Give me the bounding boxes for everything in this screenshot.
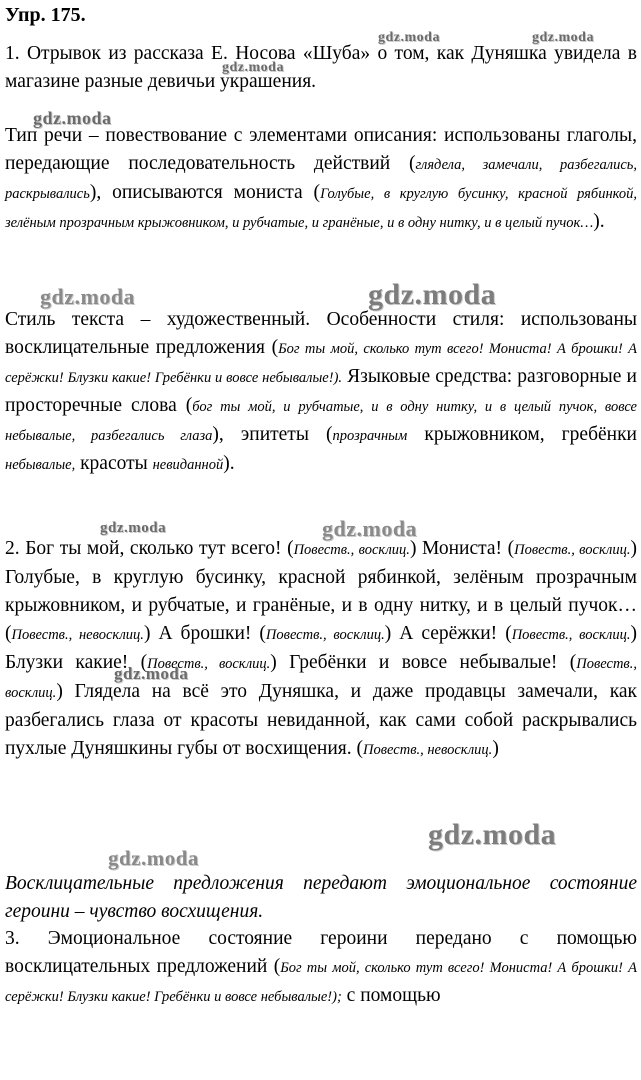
watermark-logo: gdz.moda [428,818,557,851]
watermark-logo: gdz.moda [222,60,284,75]
p4-text-m: ) Гребёнки и вовсе небывалые! ( [270,652,577,673]
p4-text-o: ) Глядела на всё это Дуняшка, и даже продавцы замечали, как разбегались глаза от красоты невиданной, как сами собой раскрывались пухлые Дуняшкины губы от восхищения. ( [5,681,637,759]
watermark-logo: gdz.moda [368,278,497,311]
p4-text-k: ) Блузки какие! ( [5,623,637,673]
p4-text-q: ) [492,738,499,759]
p3-epithet-1: прозрачным [332,428,408,444]
p4-type-2: Повеств., восклиц. [514,542,631,558]
p4-type-6: Повеств., восклиц. [147,656,271,672]
p3-text-k: ). [223,453,235,474]
paragraph-2 [5,122,637,237]
watermark-logo: gdz.moda [532,30,594,45]
p2-examples-monista: Голубые, в круглую бусинку, красной рябинкой, зелёным прозрачным крыжовником, и рубчатые, и гранёные, и в одну нитку, и в целый пучок… [5,186,638,231]
paragraph-3 [5,306,637,479]
p4-text-a: 2. Бог ты мой, сколько тут всего! ( [5,538,294,559]
watermark-logo: gdz.moda [378,30,440,45]
p2-text-a: Тип речи – повествование с элементами описания: использованы глаголы, передающие последовательность действий ( [5,125,637,174]
p3-text-a: Стиль текста – художественный. Особенности стиля: использованы восклицательные предложения ( [5,309,637,358]
p4-text-i: ) А серёжки! ( [384,623,512,644]
p5-conclusion: Восклицательные предложения передают эмоциональное состояние героини – чувство восхищения. [5,873,637,922]
p6-text-a: 3. Эмоциональное состояние героини передано с помощью восклицательных предложений ( [5,928,637,977]
exercise-title: Упр. 175. [5,4,86,26]
p4-text-c: ) Мониста! ( [409,538,515,559]
p3-epithet-2: небывалые, [5,457,76,473]
p4-text-g: ) А брошки! ( [143,623,266,644]
p3-epithet-3: невиданной [152,457,224,473]
paragraph-4 [5,535,637,764]
p4-type-4: Повеств., восклиц. [265,627,385,643]
p2-examples-verbs: глядела, замечали, разбегались, раскрывались [5,157,637,202]
paragraph-1 [5,40,637,96]
watermark-logo: gdz.moda [100,520,167,536]
p3-examples-colloquial: бог ты мой, и рубчатые, и в одну нитку, и в целый пучок, вовсе небывалые, разбегались глаза [5,399,637,444]
p6-text-c: с помощью [341,985,441,1006]
p1-text: 1. Отрывок из рассказа Е. Носова «Шуба» о том, как Дуняшка увидела в магазине разные девичьи украшения. [5,43,637,92]
p3-text-e: ), эпитеты ( [212,424,333,445]
p3-text-c: Языковые средства: разговорные и просторечные слова ( [5,366,637,416]
p4-type-1: Повеств., восклиц. [293,542,410,558]
watermark-logo: gdz.moda [322,516,418,541]
p2-text-c: ), описываются мониста ( [89,182,321,203]
watermark-logo: gdz.moda [33,108,112,128]
p3-examples-exclamations: Бог ты мой, сколько тут всего! Мониста! А брошки! А серёжки! Блузки какие! Гребёнки и вовсе небывалые!). [5,341,637,386]
paragraph-5 [5,870,637,926]
p6-examples: Бог ты мой, сколько тут всего! Мониста! А брошки! А серёжки! Блузки какие! Гребёнки и вовсе небывалые!); [5,960,637,1005]
p4-type-7: Повеств., восклиц. [5,656,637,701]
p2-text-e: ). [593,211,605,232]
p4-type-3: Повеств., невосклиц. [11,627,144,643]
p4-type-5: Повеств., восклиц. [511,627,631,643]
p3-text-g: крыжовником, гребёнки [407,424,637,445]
watermark-logo: gdz.moda [114,664,189,683]
p3-text-i: красоты [75,453,153,474]
p4-type-8: Повеств., невосклиц. [363,742,493,758]
watermark-logo: gdz.moda [40,284,136,309]
watermark-logo: gdz.moda [108,846,199,870]
p4-text-e: ) Голубые, в круглую бусинку, красной рябинкой, зелёным прозрачным крыжовником, и рубчатые, и гранёные, и в одну нитку, и в целый пучок… ( [5,538,637,644]
paragraph-6 [5,925,637,1011]
